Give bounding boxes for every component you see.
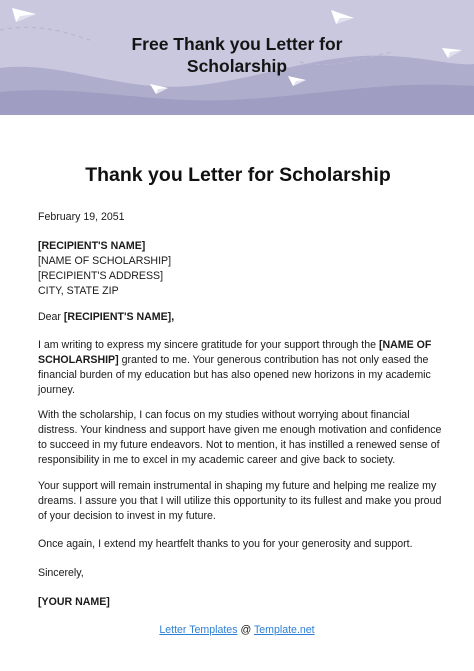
paragraph-2-text: to succeed in my future endeavors. Not to mention, it has instilled a renewed sense of [38,439,440,451]
recipient-address: [RECIPIENT'S ADDRESS] [38,270,164,282]
closing [38,566,438,581]
paragraph-4-text: Once again, I extend my heartfelt thanks to you for your generosity and support. [38,538,413,550]
paragraph-3 [38,479,442,524]
paragraph-3-text: dreams. I assure you that I will utilize this opportunity to its fullest and make you proud [38,495,442,507]
footer-separator: @ [237,624,254,636]
recipient-city: CITY, STATE ZIP [38,285,119,297]
salutation-prefix: Dear [38,311,64,323]
date-text: February 19, 2051 [38,211,125,223]
paragraph-1-text: granted to me. Your generous contribution has not only eased the [118,354,429,366]
paragraph-2-text: responsibility in me to excel in my academic career and give back to society. [38,454,396,466]
letter-templates-link[interactable]: Letter Templates [159,624,238,636]
footer [0,623,474,637]
recipient-block [38,239,438,299]
salutation [38,310,438,325]
paragraph-2-text: With the scholarship, I can focus on my studies without worrying about financial [38,409,410,421]
document-title: Thank you Letter for Scholarship [85,164,391,186]
letter-date [38,210,438,225]
paragraph-2 [38,408,442,468]
paragraph-1-bold: SCHOLARSHIP] [38,354,119,366]
recipient-scholarship: [NAME OF SCHOLARSHIP] [38,255,172,267]
banner-title-line-2: Scholarship [186,56,288,76]
signature [38,595,438,610]
paragraph-3-text: Your support will remain instrumental in shaping my future and helping me realize my [38,480,437,492]
paragraph-3-text: of your decision to invest in my future. [38,510,216,522]
signature-name: [YOUR NAME] [38,596,110,608]
paragraph-1 [38,338,438,398]
paragraph-1-text: I am writing to express my sincere gratitude for your support through the [38,339,379,351]
paragraph-2-text: distress. Your kindness and support have given me enough motivation and confidence [38,424,442,436]
paragraph-1-bold: [NAME OF [378,339,432,351]
recipient-name: [RECIPIENT'S NAME] [38,240,146,252]
salutation-name: [RECIPIENT'S NAME], [63,311,175,323]
banner-title [0,33,474,77]
paragraph-4 [38,537,438,552]
closing-text: Sincerely, [38,567,84,579]
paragraph-1-text: financial burden of my education but has also opened new horizons in my academic [38,369,431,381]
header-banner [0,0,474,115]
banner-title-line-1: Free Thank you Letter for [131,34,343,54]
template-net-link[interactable]: Template.net [253,624,315,636]
paragraph-1-text: journey. [38,384,75,396]
